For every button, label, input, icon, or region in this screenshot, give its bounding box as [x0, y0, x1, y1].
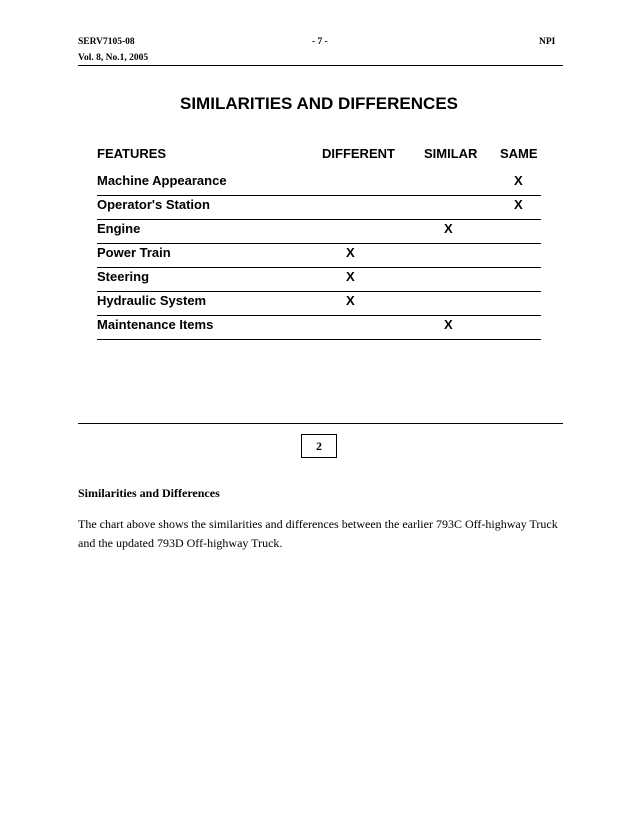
- npi-label: NPI: [539, 37, 556, 47]
- column-header-similar: SIMILAR: [424, 146, 478, 161]
- same-mark: X: [514, 197, 523, 212]
- table-row: [97, 243, 541, 268]
- similar-mark: X: [444, 317, 453, 332]
- table-row: [97, 171, 541, 196]
- volume-info: Vol. 8, No.1, 2005: [78, 53, 149, 63]
- different-mark: X: [346, 293, 355, 308]
- section-heading: Similarities and Differences: [78, 486, 220, 500]
- feature-label: Hydraulic System: [97, 293, 207, 308]
- header-divider: [78, 65, 563, 66]
- body-paragraph: The chart above shows the similarities and differences between the earlier 793C Off-highway Truck and the updated 793D Off-highway Truck.: [78, 517, 558, 550]
- same-mark: X: [514, 173, 523, 188]
- table-row: [97, 291, 541, 316]
- feature-label: Steering: [97, 269, 150, 284]
- table-row: [97, 315, 541, 340]
- table-row: [97, 219, 541, 244]
- page-number: - 7 -: [312, 37, 328, 47]
- feature-label: Maintenance Items: [97, 317, 214, 332]
- feature-label: Machine Appearance: [97, 173, 227, 188]
- feature-label: Engine: [97, 221, 141, 236]
- slide-number-box: 2: [301, 434, 337, 458]
- feature-label: Power Train: [97, 245, 171, 260]
- column-header-same: SAME: [500, 146, 538, 161]
- document-id: SERV7105-08: [78, 37, 135, 47]
- column-header-features: FEATURES: [97, 146, 167, 161]
- different-mark: X: [346, 269, 355, 284]
- slide-title: SIMILARITIES AND DIFFERENCES: [180, 94, 458, 113]
- similar-mark: X: [444, 221, 453, 236]
- slide-divider: [78, 423, 563, 424]
- column-header-different: DIFFERENT: [322, 146, 395, 161]
- table-row: [97, 195, 541, 220]
- different-mark: X: [346, 245, 355, 260]
- table-row: [97, 267, 541, 292]
- feature-label: Operator's Station: [97, 197, 210, 212]
